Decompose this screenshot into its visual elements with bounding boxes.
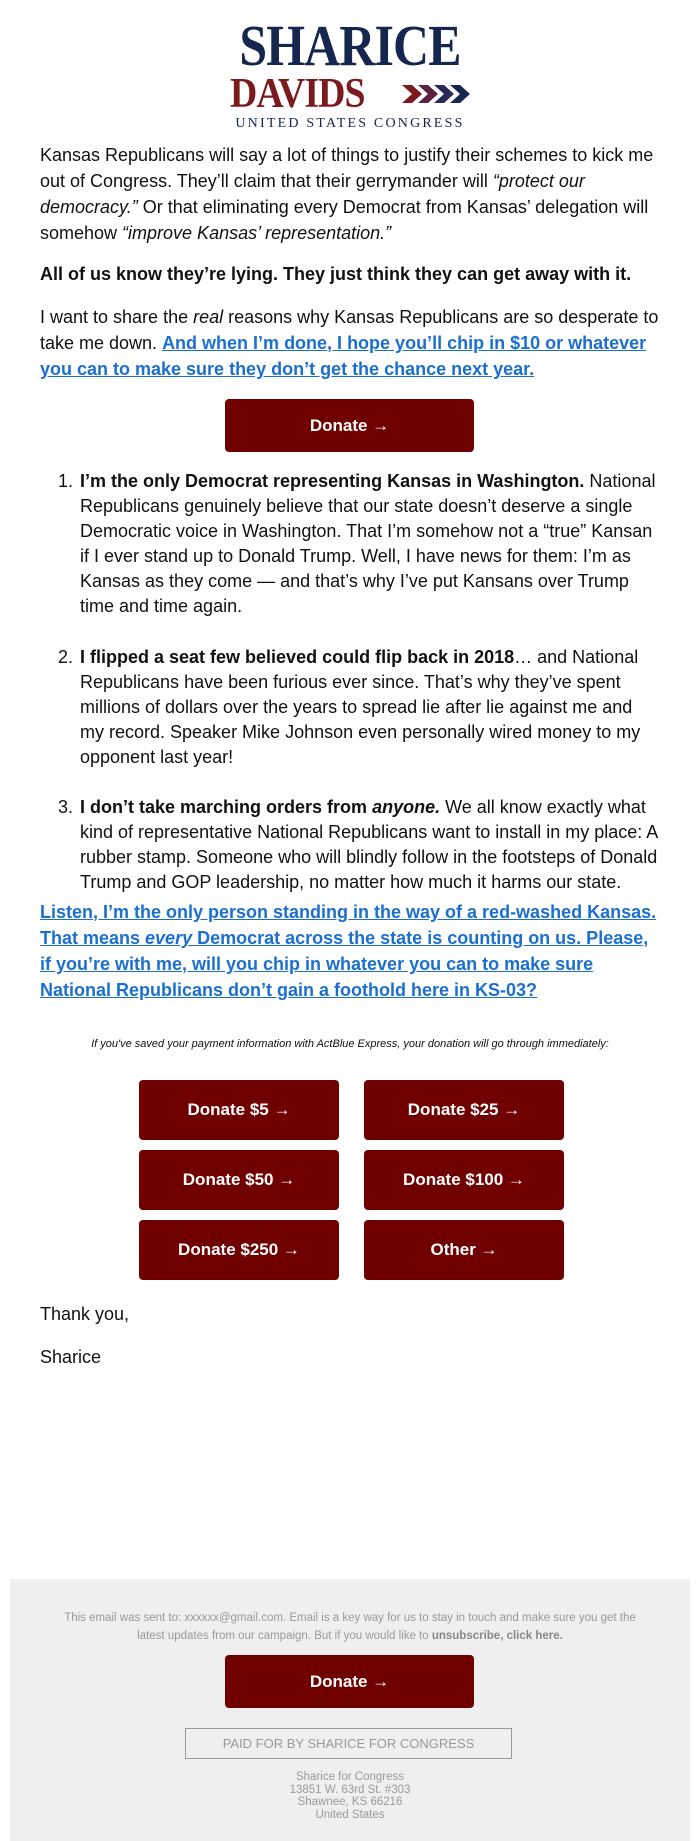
donate-25-button[interactable]: Donate $25 → — [364, 1080, 564, 1140]
actblue-express-note: If you've saved your payment information with ActBlue Express, your donation will go through immediately: — [91, 1038, 609, 1050]
bold-statement: All of us know they’re lying. They just think they can get away with it. — [40, 264, 632, 284]
reason-heading: I flipped a seat few believed could flip back in 2018 — [80, 647, 515, 667]
donate-50-button[interactable]: Donate $50 → — [139, 1150, 339, 1210]
address-line: 13851 W. 63rd St. #303 — [289, 1783, 411, 1796]
text: This email was sent to: xxxxxx@gmail.com. Email is a key way for us to stay in touch and make sure you get the latest updates from our campaign. But if you would like to — [64, 1612, 636, 1642]
donate-250-button[interactable]: Donate $250 → — [139, 1220, 339, 1280]
logo-line-davids: DAVIDS — [230, 71, 365, 117]
footer-address — [10, 1771, 690, 1821]
paid-for-box: PAID FOR BY SHARICE FOR CONGRESS — [185, 1728, 512, 1759]
list-number: 2. — [58, 647, 74, 667]
reason-body: National Republicans genuinely believe that our state doesn’t deserve a single Democratic voice in Washington. That I’m somehow not a “true” Kansan if I ever stand up to Donald Trump. Well, I have news for them: I’m as Kansas as they come — and that’s why I’ve put Kansans over Trump time and time again. — [80, 471, 656, 616]
reason-text — [80, 469, 660, 619]
chip-in-link[interactable]: And when I’m done, I hope you’ll chip in $10 or whatever you can to make sure they don’t get the chance next year. — [40, 333, 647, 379]
text: Listen, I’m the only person standing in the way of a red-washed Kansas. That means — [40, 902, 657, 948]
footer — [10, 1579, 690, 1841]
reasons-intro — [40, 304, 660, 382]
text-real: real — [193, 307, 224, 327]
signoff-name: Sharice — [40, 1347, 102, 1367]
reason-body: We all know exactly what kind of representative National Republicans want to install in my place: A rubber stamp. Someone who will blindly follow in the footsteps of Donald Trump and GOP leadership, no matter how much it harms our state. — [80, 797, 658, 892]
appeal-link[interactable] — [40, 902, 656, 1000]
reason-body: … and National Republicans have been furious ever since. That’s why they’ve spent millions of dollars over the years to spread lie after lie against me and my record. Speaker Mike Johnson even personally wired money to my opponent last year! — [80, 647, 641, 767]
reason-heading-emphasis: anyone. — [372, 797, 441, 817]
unsubscribe-link[interactable]: unsubscribe, click here. — [431, 1630, 563, 1642]
footer-disclaimer — [50, 1609, 650, 1645]
list-number: 3. — [58, 797, 74, 817]
footer-donate-button[interactable]: Donate → — [225, 1655, 474, 1708]
donate-5-button[interactable]: Donate $5 → — [139, 1080, 339, 1140]
text-every: every — [145, 928, 193, 948]
text: Kansas Republicans will say a lot of things to justify their schemes to kick me out of Congress. They’ll claim that their gerrymander will — [40, 145, 654, 191]
logo-subtitle: UNITED STATES CONGRESS — [235, 116, 465, 131]
text: Or that eliminating every Democrat from Kansas’ delegation will somehow — [40, 197, 649, 243]
appeal-paragraph — [40, 899, 660, 1003]
donate-button[interactable]: Donate → — [225, 399, 474, 452]
logo-line-sharice: SHARICE — [239, 13, 461, 78]
quote-protect: “protect our democracy.” — [40, 171, 585, 217]
donate-100-button[interactable]: Donate $100 → — [364, 1150, 564, 1210]
intro-paragraph — [40, 142, 660, 246]
address-line: Shawnee, KS 66216 — [297, 1796, 403, 1808]
text: reasons why Kansas Republicans are so desperate to take me down. — [40, 307, 659, 353]
text: Democrat across the state is counting on us. Please, if you’re with me, will you chip in whatever you can to make sure National Republicans don’t gain a foothold here in KS-03? — [40, 928, 649, 1000]
donate-other-button[interactable]: Other → — [364, 1220, 564, 1280]
reason-text — [80, 645, 660, 770]
chevron-arrows-icon — [402, 83, 474, 105]
text: I want to share the — [40, 307, 194, 327]
address-line: Sharice for Congress — [295, 1771, 405, 1783]
reason-heading: I’m the only Democrat representing Kansas in Washington. — [80, 471, 585, 491]
address-line: United States — [315, 1808, 385, 1821]
reason-text — [80, 795, 660, 895]
list-number: 1. — [58, 471, 74, 491]
quote-improve: “improve Kansas’ representation.” — [122, 223, 392, 243]
signoff-thanks: Thank you, — [40, 1304, 130, 1324]
logo — [200, 13, 500, 134]
reason-heading: I don’t take marching orders from — [80, 797, 373, 817]
